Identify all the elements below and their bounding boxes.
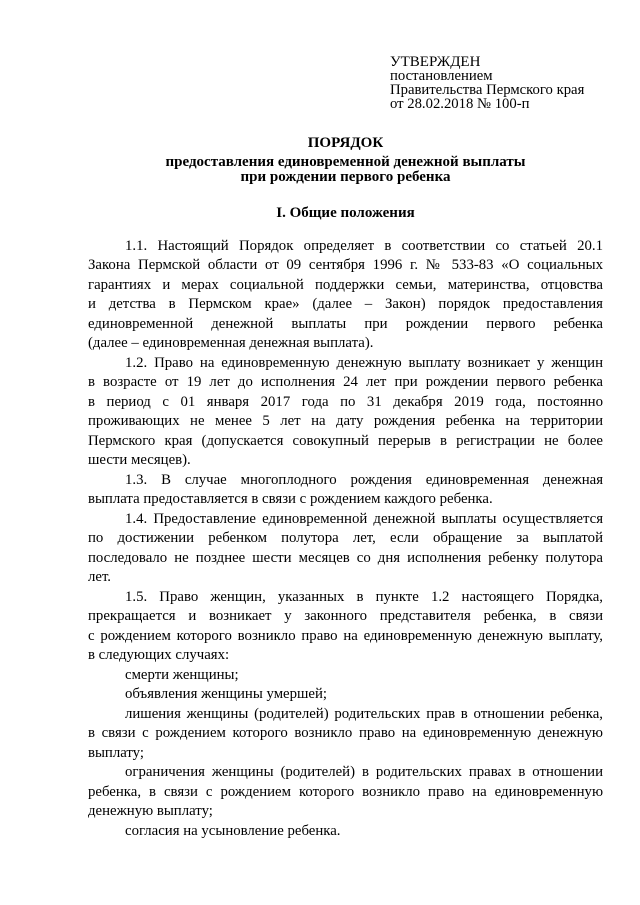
text-line: объявления женщины умершей;	[125, 686, 328, 702]
paragraph-1-4	[88, 510, 603, 588]
text-line: в следующих случаях:	[88, 647, 230, 663]
text-line: ограничения женщины (родителей) в родительских правах в отношении	[125, 764, 603, 780]
case-item	[88, 705, 603, 764]
document-title: ПОРЯДОК	[307, 135, 384, 151]
case-item	[88, 822, 603, 842]
text-line: в связи с рождением которого возникло право на единовременную денежную	[88, 725, 603, 741]
text-line: смерти женщины;	[125, 666, 239, 683]
paragraph-1-1	[88, 237, 603, 354]
text-line: в возрасте от 19 лет до исполнения 24 лет при рождении первого ребенка	[88, 374, 603, 390]
text-line: 1.2. Право на единовременную денежную выплату возникает у женщин	[125, 354, 603, 371]
approval-title: УТВЕРЖДЕН	[390, 54, 481, 70]
text-line: 1.1. Настоящий Порядок определяет в соответствии со статьей 20.1	[125, 237, 603, 254]
section-heading: I. Общие положения	[276, 205, 415, 221]
text-line: гарантиях и мерах социальной поддержки семьи, материнства, отцовства	[88, 276, 603, 293]
approval-line: Правительства Пермского края	[390, 82, 585, 98]
document-subtitle	[88, 155, 603, 185]
text-line: 1.4. Предоставление единовременной денежной выплаты осуществляется	[125, 510, 603, 527]
text-line: лет.	[88, 569, 112, 585]
text-line: выплату;	[88, 744, 145, 761]
approval-block	[390, 55, 620, 111]
case-item	[88, 763, 603, 822]
text-line: и детства в Пермском крае» (далее – Закон) порядок предоставления	[88, 296, 603, 312]
approval-line: постановлением	[390, 68, 493, 84]
text-line: Пермского края (допускается совокупный перерыв в регистрации не более	[88, 432, 603, 449]
paragraph-1-5	[88, 588, 603, 666]
text-line: в период с 01 января 2017 года по 31 декабря 2019 года, постоянно	[88, 393, 603, 410]
text-line: лишения женщины (родителей) родительских прав в отношении ребенка,	[125, 705, 603, 722]
text-line: единовременной денежной выплаты при рождении первого ребенка	[88, 315, 603, 332]
text-line: прекращается и возникает у законного представителя ребенка, в связи	[88, 608, 603, 624]
text-line: по достижении ребенком полутора лет, если обращение за выплатой	[88, 530, 603, 546]
text-line: ребенка, в связи с рождением которого возникло право на единовременную	[88, 783, 603, 800]
text-line: с рождением которого возникло право на единовременную денежную выплату,	[88, 627, 603, 644]
text-line: согласия на усыновление ребенка.	[125, 822, 341, 839]
text-line: денежную выплату;	[88, 803, 213, 819]
text-line: шести месяцев).	[88, 452, 191, 468]
paragraph-1-2	[88, 354, 603, 471]
paragraph-1-3	[88, 471, 603, 510]
section-body	[88, 237, 603, 842]
text-line: (далее – единовременная денежная выплата).	[88, 335, 374, 351]
text-line: 1.3. В случае многоплодного рождения единовременная денежная	[125, 471, 603, 488]
subtitle-line: при рождении первого ребенка	[240, 169, 451, 185]
text-line: проживающих не менее 5 лет на дату рождения ребенка на территории	[88, 413, 603, 429]
case-item	[88, 666, 603, 686]
case-item	[88, 685, 603, 705]
text-line: Закона Пермской области от 09 сентября 1996 г. № 533-83 «О социальных	[88, 257, 603, 273]
text-line: последовало не позднее шести месяцев со дня исполнения ребенку полутора	[88, 549, 603, 566]
subtitle-line: предоставления единовременной денежной выплаты	[165, 154, 526, 170]
text-line: выплата предоставляется в связи с рождением каждого ребенка.	[88, 491, 493, 507]
text-line: 1.5. Право женщин, указанных в пункте 1.2 настоящего Порядка,	[125, 588, 603, 605]
approval-line: от 28.02.2018 № 100-п	[390, 96, 530, 112]
